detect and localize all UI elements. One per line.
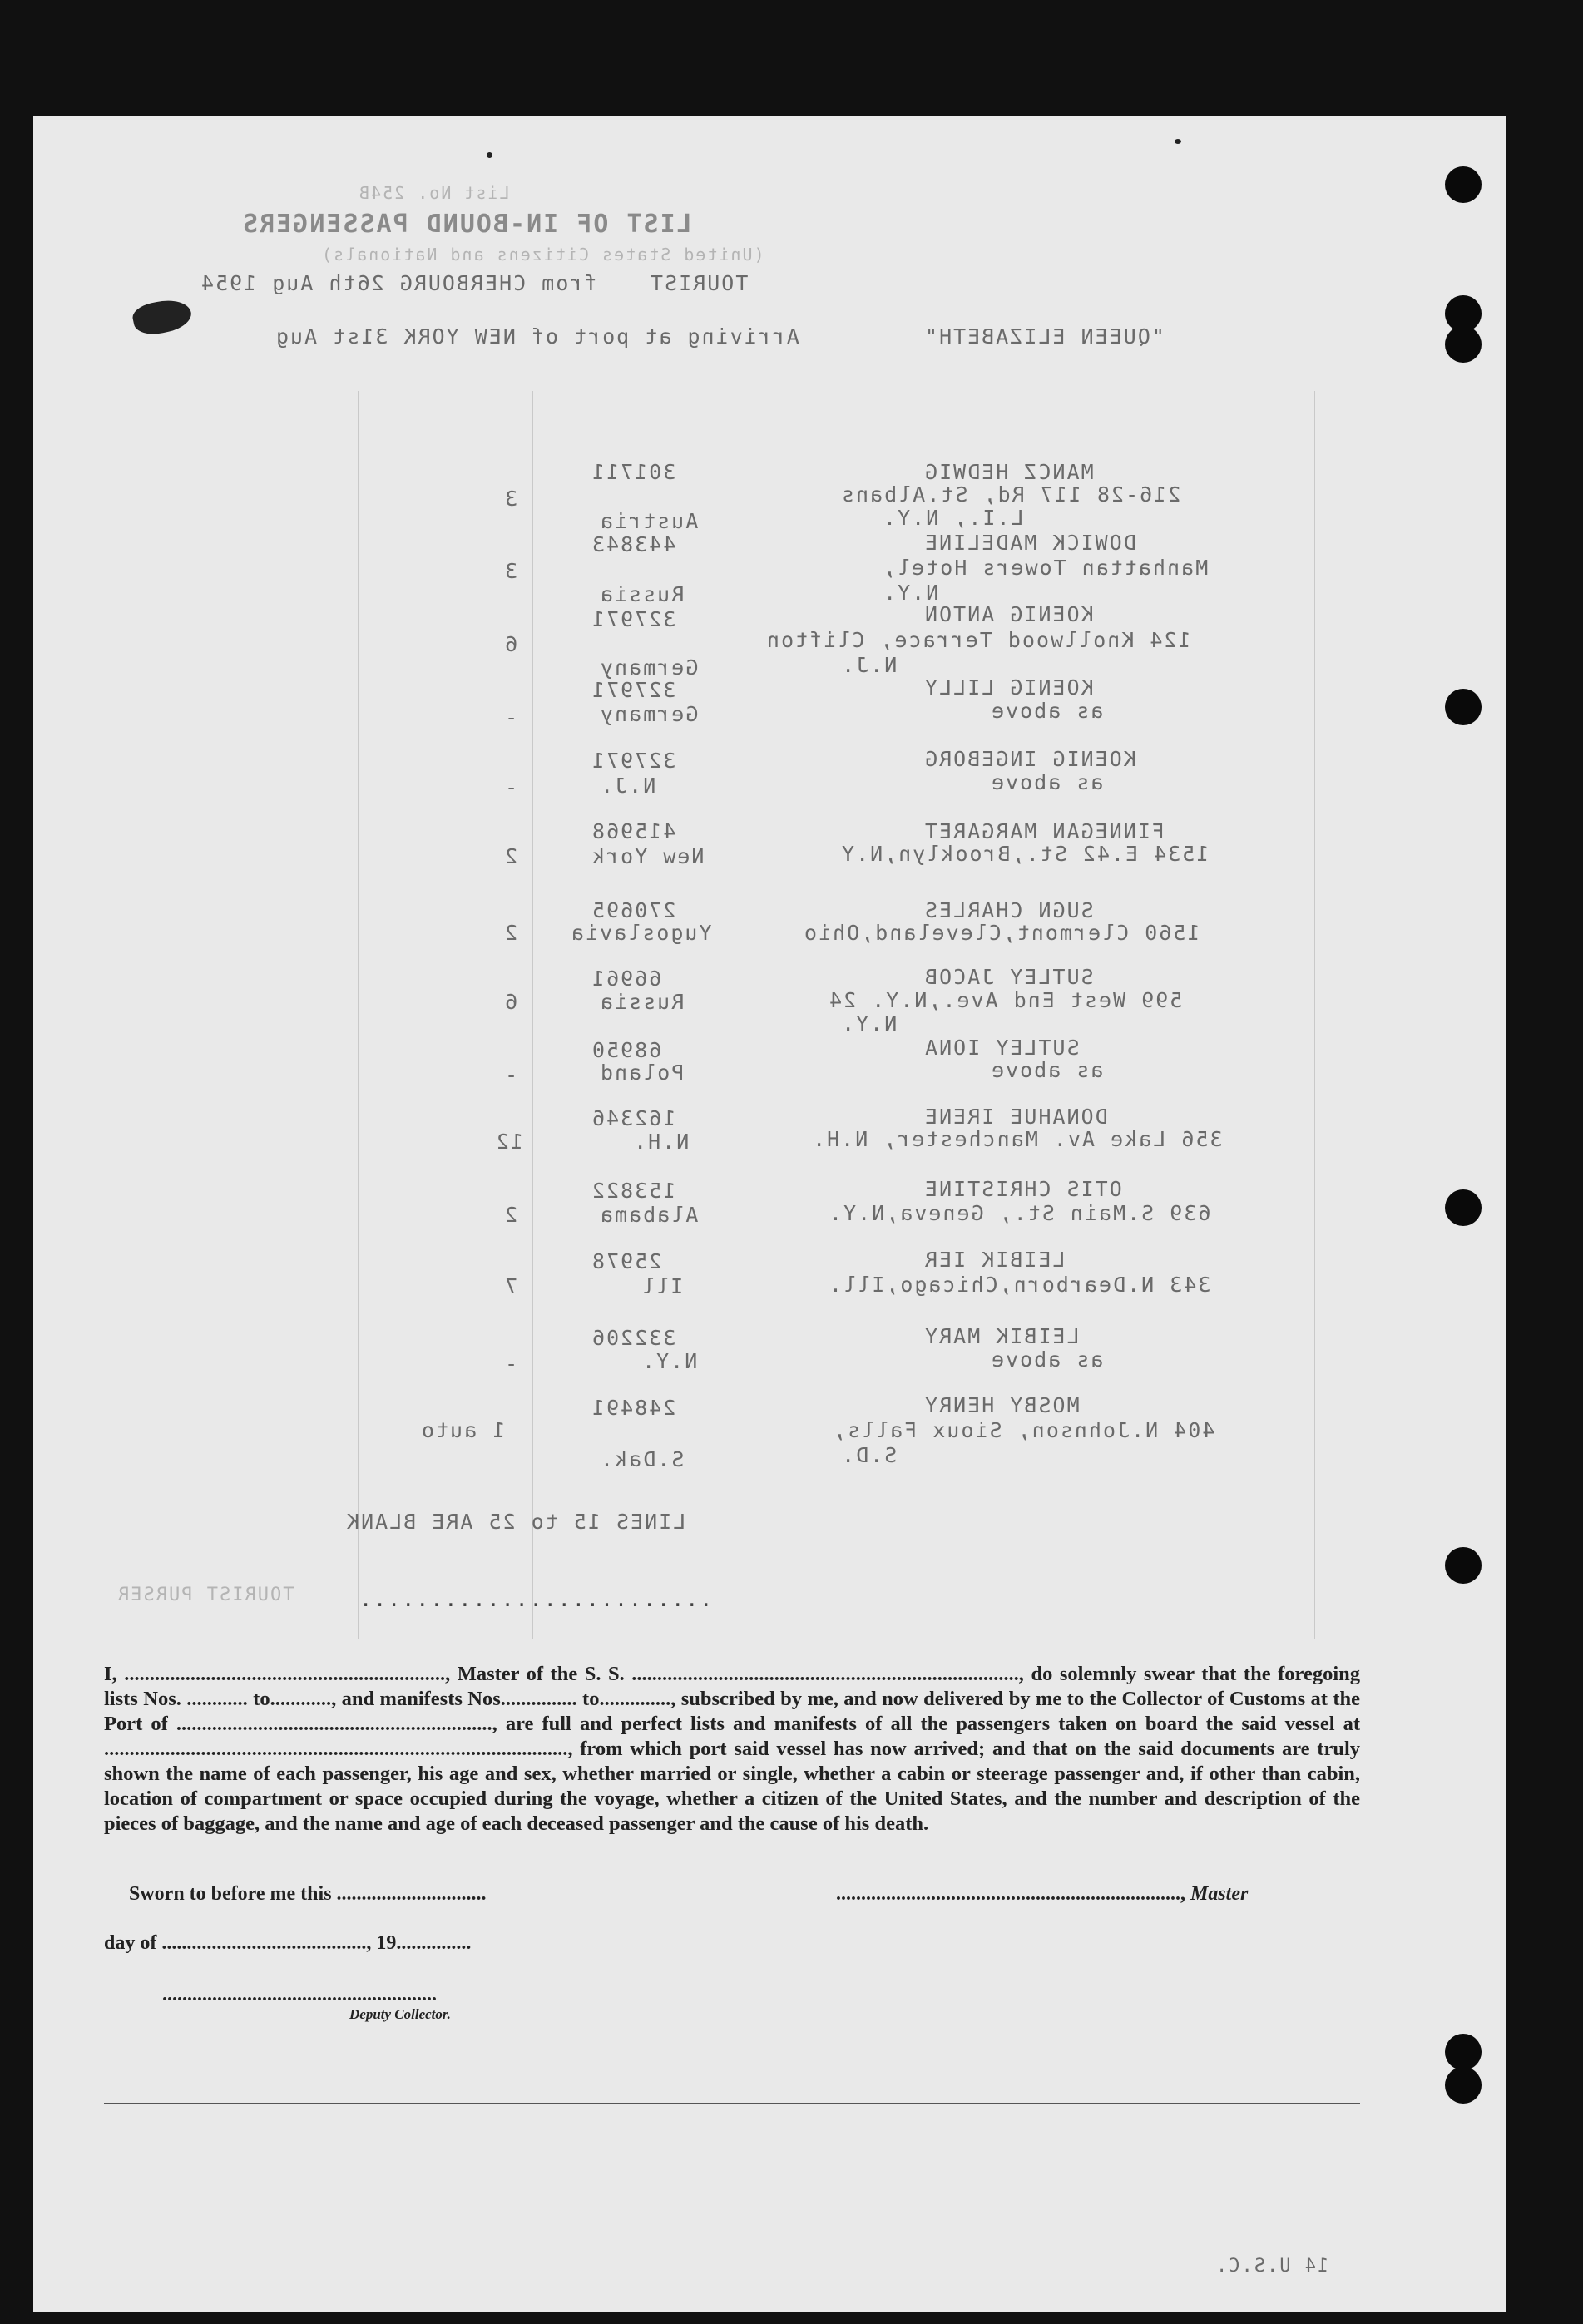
reverse-row-addr: 1534 E.42 St.,Brooklyn,N.Y [840,842,1210,866]
reverse-row-addr: 404 N.Johnson, Sioux Falls, [832,1418,1215,1442]
reverse-row-bags: 2 [503,1203,518,1227]
bottom-rule [104,2103,1360,2104]
reverse-row-place: Ill [641,1274,684,1298]
reverse-arrival: Arriving at port of NEW YORK 31st Aug [275,324,799,349]
reverse-row-place: Russia [599,582,685,606]
punch-hole [1445,326,1482,363]
manifest-to-blank: .............., [599,1688,676,1710]
reverse-row-bags: - [503,775,518,799]
reverse-row-addr: Manhattan Towers Hotel, [882,556,1209,580]
reverse-row-name: FINNEGAN MARGARET [923,819,1165,843]
reverse-row-place: S.Dak. [599,1447,685,1471]
reverse-row-place: Yugoslavia [570,921,712,945]
punch-hole [1445,166,1482,203]
reverse-row-bags: 7 [503,1274,518,1298]
reverse-row-name: SUGN CHARLES [923,898,1094,922]
sworn-label: Sworn to before me this [129,1883,332,1905]
reverse-lines-blank: LINES 15 to 25 ARE BLANK [345,1510,686,1534]
reverse-row-addr: as above [990,770,1104,794]
reverse-row-addr: as above [990,699,1104,723]
reverse-row-addr2: N.J. [840,653,898,677]
reverse-from: from CHERBOURG 26th Aug 1954 [200,271,597,295]
oath-paragraph [104,1662,1360,1837]
reverse-row-cert: 162346 [591,1106,676,1130]
reverse-row-bags: - [503,1063,518,1087]
reverse-row-place: Russia [599,990,685,1014]
reverse-row-cert: 415968 [591,819,676,843]
oath-lists: are full and perfect lists and manifests of all the passengers taken on board the said vessel at [505,1713,1360,1735]
reverse-row-cert: 68950 [591,1038,662,1062]
reverse-row-cert: 301711 [591,460,676,484]
reverse-row-place: Austria [599,509,699,533]
reverse-row-place: Germany [599,702,699,726]
reverse-row-addr: 356 Lake Av. Manchester, N.H. [811,1127,1223,1151]
reverse-row-addr: as above [990,1058,1104,1082]
reverse-row-cert: 327971 [591,678,676,702]
column-rule [532,391,533,1639]
reverse-row-bags: 2 [503,844,518,868]
reverse-class: TOURIST [649,271,749,295]
punch-hole [1445,2034,1482,2070]
oath-delivered: subscribed by me, and now delivered by me to the Collector of Customs at the Port of [104,1688,1360,1735]
reverse-subtitle: (United States Citizens and Nationals) [320,245,764,265]
reverse-row-name: KOENIG INGEBORG [923,747,1136,771]
sworn-date-blank: .............................. [336,1883,487,1905]
oath-to2: to [582,1688,600,1710]
deputy-signature-line [162,1984,437,2006]
reverse-row-name: MOSBY HENRY [923,1393,1080,1417]
reverse-row-place: N.J. [599,774,656,798]
reverse-row-place: Poland [599,1061,685,1085]
reverse-row-addr: 124 Knollwood Terrace, Clifton [765,628,1191,652]
year-blank: ............... [396,1932,472,1954]
punch-hole [1445,1189,1482,1226]
year-label: 19 [376,1932,397,1954]
reverse-row-cert: 66961 [591,967,662,991]
reverse-row-addr2: L.I., N.Y. [882,506,1024,530]
reverse-row-name: SUTLEY IONA [923,1036,1080,1060]
master-signature-blank: ....................................................................., [836,1883,1185,1905]
master-signature-line [836,1883,1248,1906]
list-from-blank: ............ [186,1688,248,1710]
reverse-row-bags: 2 [503,921,518,945]
reverse-row-addr2: N.Y. [882,581,939,605]
reverse-row-bags: - [503,1352,518,1376]
reverse-row-addr: 599 West End Ave.,N.Y. 24 [828,988,1183,1012]
reverse-list-no: List No. 254B [358,183,510,203]
reverse-row-cert: 332206 [591,1326,676,1350]
oath-swear: do solemnly swear that the foregoing lists Nos. [104,1663,1361,1710]
reverse-row-cert: 248491 [591,1396,676,1420]
reverse-row-name: KOENIG ANTON [923,602,1094,626]
reverse-title: LIST OF IN-BOUND PASSENGERS [241,210,692,239]
punch-hole [1445,689,1482,725]
reverse-row-name: MANCZ HEDWIG [923,460,1094,484]
reverse-row-place: Alabama [599,1203,699,1227]
reverse-row-bags: 6 [503,632,518,656]
reverse-row-place: N.Y. [641,1349,698,1373]
departure-port-blank: ..........................................................................................., [104,1738,573,1760]
reverse-row-name: LEIBIK IER [923,1248,1066,1272]
name-blank: ..............................................................., [124,1663,451,1685]
reverse-ship: "QUEEN ELIZABETH" [923,324,1165,349]
reverse-row-place: Germany [599,655,699,680]
punch-hole [1445,2067,1482,2104]
deputy-collector-label: Deputy Collector. [349,2006,451,2022]
day-of-blank: ........................................., [161,1932,372,1954]
reverse-row-name: SUTLEY JACOB [923,965,1094,989]
port-blank: .............................................................., [176,1713,497,1735]
oath-i: I, [104,1663,125,1685]
reverse-row-addr: 1560 Clermont,Cleveland,Ohio [803,921,1200,945]
vessel-blank: ............................................................................, [631,1663,1024,1685]
column-rule [358,391,359,1639]
ink-dot [487,152,492,158]
reverse-row-cert: 270695 [591,898,676,922]
reverse-row-addr: 216-28 117 Rd, St.Albans [840,482,1181,507]
reverse-row-cert: 153822 [591,1179,676,1203]
reverse-row-bags: 3 [503,559,518,583]
reverse-row-addr: as above [990,1347,1104,1372]
reverse-row-bags: 3 [503,487,518,511]
reverse-row-name: KOENIG LILLY [923,675,1094,700]
reverse-row-name: DONAHUE IRENE [923,1105,1108,1129]
reverse-row-addr: 639 S.Main St., Geneva,N.Y. [828,1201,1211,1225]
manifest-from-blank: .............. [505,1688,577,1710]
reverse-row-name: OTIS CHRISTINE [923,1177,1122,1201]
oath-to: to [253,1688,270,1710]
master-label: Master [1190,1883,1249,1905]
reverse-row-bags: 6 [503,990,518,1014]
oath-manifests: and manifests Nos. [341,1688,506,1710]
reverse-row-cert: 443843 [591,532,676,556]
reverse-row-place: New York [591,844,705,868]
punch-hole [1445,1547,1482,1584]
reverse-row-place: N.H. [632,1130,690,1154]
reverse-row-cert: 327971 [591,607,676,631]
reverse-row-bags: 12 [495,1130,524,1154]
list-to-blank: ............, [270,1688,337,1710]
oath-master-of: Master of the S. S. [457,1663,625,1685]
ink-dot [1175,139,1181,144]
sworn-line [129,1883,487,1906]
reverse-row-cert: 25978 [591,1249,662,1273]
deputy-signature-blank: ....................................................... [162,1984,437,2005]
reverse-page-no: 14 U.S.C. [1214,2256,1329,2277]
reverse-row-name: LEIBIK MARY [923,1324,1080,1348]
reverse-row-addr: 343 N.Dearborn,Chicago,Ill. [828,1273,1211,1297]
reverse-purser: TOURIST PURSER [116,1585,294,1605]
oath-body: from which port said vessel has now arrived; and that on the said documents are truly shown the name of each passenger, his age and sex, whether married or single, whether a cabin or steerage passenger and, if other than cabin, location of compartment or space occupied during the voyage, whether a citizen of the United States, and the number and description of the pieces of baggage, and the name and age of each deceased passenger and the cause of his death. [104,1738,1360,1835]
manifest-page [33,116,1506,2312]
reverse-row-bags: - [503,705,518,729]
day-of-label: day of [104,1932,157,1954]
reverse-row-name: DOWICK MADELINE [923,531,1136,555]
reverse-row-addr2: S.D. [840,1443,898,1467]
reverse-row-addr2: N.Y. [840,1011,898,1036]
reverse-row-cert: 327971 [591,749,676,773]
reverse-dotted-line: ......................... [358,1587,713,1611]
day-of-line [104,1932,471,1955]
column-rule [1314,391,1315,1639]
reverse-row-bags: 1 auto [420,1418,506,1442]
